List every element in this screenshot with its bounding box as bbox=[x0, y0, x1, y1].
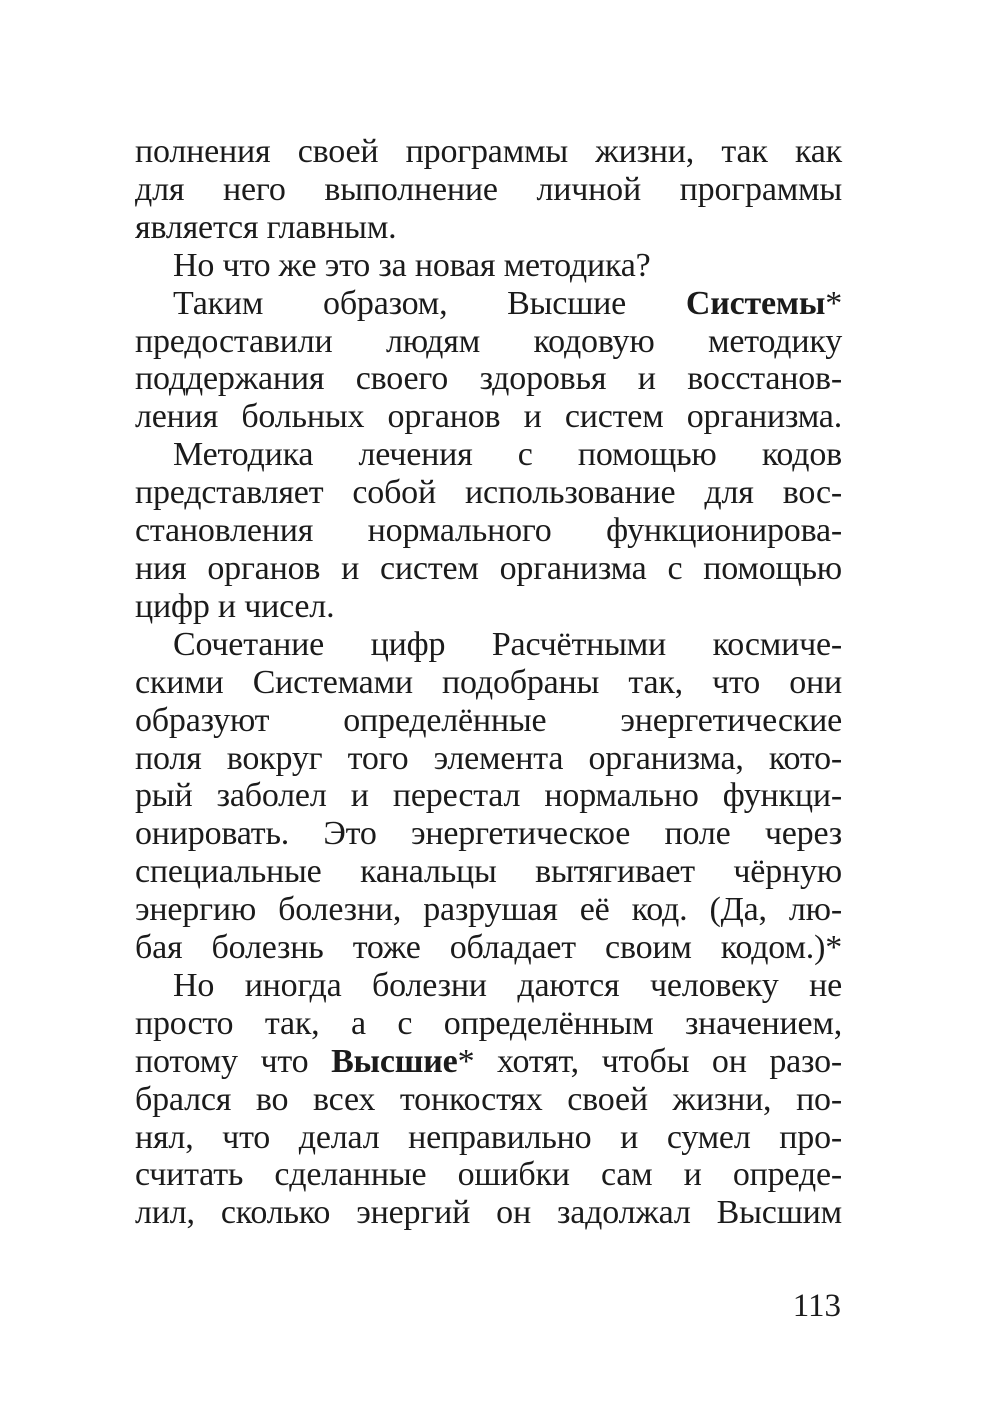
text-line bbox=[135, 1043, 842, 1081]
paragraph bbox=[135, 626, 842, 967]
text-segment: онировать. Это энергетическое поле через bbox=[135, 815, 842, 853]
text-line bbox=[135, 133, 842, 171]
text-segment: поддержания своего здоровья и восстанов- bbox=[135, 360, 842, 398]
text-line bbox=[135, 209, 842, 247]
text-segment: хотят, чтобы он разо- bbox=[474, 1042, 843, 1080]
text-line bbox=[135, 664, 842, 702]
page-number: 113 bbox=[792, 1288, 841, 1324]
text-line bbox=[135, 550, 842, 588]
text-segment: предоставили людям кодовую методику bbox=[135, 322, 842, 360]
footnote-marker: * bbox=[825, 929, 842, 967]
text-segment: Сочетание цифр Расчётными космиче- bbox=[173, 625, 842, 663]
text-line bbox=[135, 398, 842, 436]
text-segment: образуют определённые энергетические bbox=[135, 701, 842, 739]
text-line bbox=[135, 588, 842, 626]
text-line bbox=[135, 702, 842, 740]
bold-term: Системы bbox=[685, 284, 826, 322]
text-segment: рый заболел и перестал нормально функци- bbox=[135, 777, 842, 815]
text-line bbox=[135, 360, 842, 398]
text-segment: скими Системами подобраны так, что они bbox=[135, 663, 842, 701]
text-line bbox=[135, 929, 842, 967]
text-line bbox=[135, 247, 842, 285]
paragraph bbox=[135, 967, 842, 1232]
body-text bbox=[135, 133, 842, 1232]
text-segment: считать сделанные ошибки сам и опреде- bbox=[135, 1156, 842, 1194]
text-segment: лил, сколько энергий он задолжал Высшим bbox=[135, 1194, 842, 1232]
paragraph bbox=[135, 133, 842, 247]
text-segment: является главным. bbox=[135, 208, 397, 246]
footnote-marker: * bbox=[825, 284, 842, 322]
text-segment: Но иногда болезни даются человеку не bbox=[173, 966, 842, 1004]
text-line bbox=[135, 1194, 842, 1232]
text-segment: специальные канальцы вытягивает чёрную bbox=[135, 853, 842, 891]
text-line bbox=[135, 323, 842, 361]
text-segment: Таким образом, Высшие bbox=[173, 284, 686, 322]
text-line bbox=[135, 1005, 842, 1043]
text-segment: энергию болезни, разрушая её код. (Да, лю- bbox=[135, 891, 842, 929]
text-segment: потому что bbox=[135, 1042, 332, 1080]
text-line bbox=[135, 967, 842, 1005]
paragraph bbox=[135, 285, 842, 437]
text-segment: Но что же это за новая методика? bbox=[173, 246, 651, 284]
text-line bbox=[135, 1156, 842, 1194]
text-segment: нял, что делал неправильно и сумел про- bbox=[135, 1118, 842, 1156]
paragraph bbox=[135, 247, 842, 285]
text-segment: для него выполнение личной программы bbox=[135, 170, 842, 208]
text-segment: поля вокруг того элемента организма, кото- bbox=[135, 739, 842, 777]
text-line bbox=[135, 474, 842, 512]
footnote-marker: * bbox=[457, 1042, 475, 1080]
text-segment: брался во всех тонкостях своей жизни, по- bbox=[135, 1080, 842, 1118]
text-segment: становления нормального функционирова- bbox=[135, 512, 842, 550]
text-segment: представляет собой использование для вос- bbox=[135, 474, 842, 512]
text-line bbox=[135, 626, 842, 664]
text-line bbox=[135, 436, 842, 474]
text-segment: бая болезнь тоже обладает своим кодом.) bbox=[135, 929, 826, 967]
text-segment: полнения своей программы жизни, так как bbox=[135, 133, 842, 170]
text-line bbox=[135, 777, 842, 815]
text-segment: цифр и чисел. bbox=[135, 587, 335, 625]
text-line bbox=[135, 740, 842, 778]
text-line bbox=[135, 1119, 842, 1157]
text-line bbox=[135, 1081, 842, 1119]
text-line bbox=[135, 891, 842, 929]
paragraph bbox=[135, 436, 842, 626]
text-line bbox=[135, 815, 842, 853]
text-segment: ления больных органов и систем организма. bbox=[135, 398, 842, 436]
text-segment: Методика лечения с помощью кодов bbox=[173, 436, 842, 474]
text-line bbox=[135, 171, 842, 209]
bold-term: Высшие bbox=[331, 1042, 458, 1080]
text-line bbox=[135, 285, 842, 323]
text-line bbox=[135, 853, 842, 891]
text-segment: просто так, а с определённым значением, bbox=[135, 1004, 842, 1042]
text-segment: ния органов и систем организма с помощью bbox=[135, 549, 842, 587]
text-line bbox=[135, 512, 842, 550]
